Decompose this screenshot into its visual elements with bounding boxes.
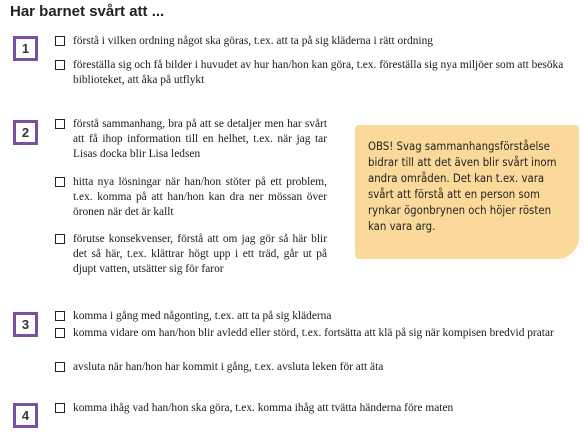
page-heading: Har barnet svårt att ... xyxy=(10,3,165,20)
section-3-item-3 xyxy=(55,360,580,375)
section-2-item-2 xyxy=(55,175,327,220)
item-text: förstå sammanhang, bra på att se detaljer men har svårt att få ihop information till en helhet, t.ex. när jag tar Lisas docka blir Lisa ledsen xyxy=(73,118,327,160)
section-2-number: 2 xyxy=(13,120,38,145)
item-text: föreställa sig och få bilder i huvudet av hur han/hon kan göra, t.ex. föreställa sig nya miljöer som att besöka biblioteket, att åka på utflykt xyxy=(73,59,564,86)
item-text: avsluta när han/hon har kommit i gång, t.ex. avsluta leken för att äta xyxy=(73,361,384,373)
section-3-item-2 xyxy=(55,326,580,341)
checkbox[interactable] xyxy=(55,60,65,70)
section-4-number: 4 xyxy=(13,403,38,428)
section-1-number: 1 xyxy=(13,36,38,61)
checkbox[interactable] xyxy=(55,177,65,187)
item-text: förutse konsekvenser, förstå att om jag gör så här blir det så här, t.ex. klättrar högt upp i ett träd, går ut på djupt vatten, utsätter sig för faror xyxy=(73,233,327,275)
section-3-item-1 xyxy=(55,309,580,324)
item-text: komma i gång med någonting, t.ex. att ta på sig kläderna xyxy=(73,310,332,322)
item-text: komma vidare om han/hon blir avledd eller störd, t.ex. fortsätta att klä på sig när kompisen bredvid pratar xyxy=(73,327,554,339)
item-text: komma ihåg vad han/hon ska göra, t.ex. komma ihåg att tvätta händerna före maten xyxy=(73,402,454,414)
section-2-item-3 xyxy=(55,232,327,277)
checkbox[interactable] xyxy=(55,328,65,338)
section-4-item-1 xyxy=(55,401,465,416)
item-text: förstå i vilken ordning något ska göras, t.ex. att ta på sig kläderna i rätt ordning xyxy=(73,35,433,47)
checkbox[interactable] xyxy=(55,362,65,372)
section-2-item-1 xyxy=(55,117,327,162)
section-1-item-2 xyxy=(55,58,575,88)
obs-note-box: OBS! Svag sammanhangsförståelse bidrar till att det även blir svårt inom andra områden. Det kan t.ex. vara svårt att förstå att en person som rynkar ögonbrynen och höjer rösten kan vara arg. xyxy=(355,125,579,259)
checkbox[interactable] xyxy=(55,119,65,129)
section-3-number: 3 xyxy=(13,312,38,337)
checkbox[interactable] xyxy=(55,403,65,413)
section-1-item-1 xyxy=(55,34,575,49)
checkbox[interactable] xyxy=(55,311,65,321)
item-text: hitta nya lösningar när han/hon stöter på ett problem, t.ex. komma på att han/hon kan dra ner mössan över öronen när det är kallt xyxy=(73,176,327,218)
checkbox[interactable] xyxy=(55,234,65,244)
checkbox[interactable] xyxy=(55,36,65,46)
